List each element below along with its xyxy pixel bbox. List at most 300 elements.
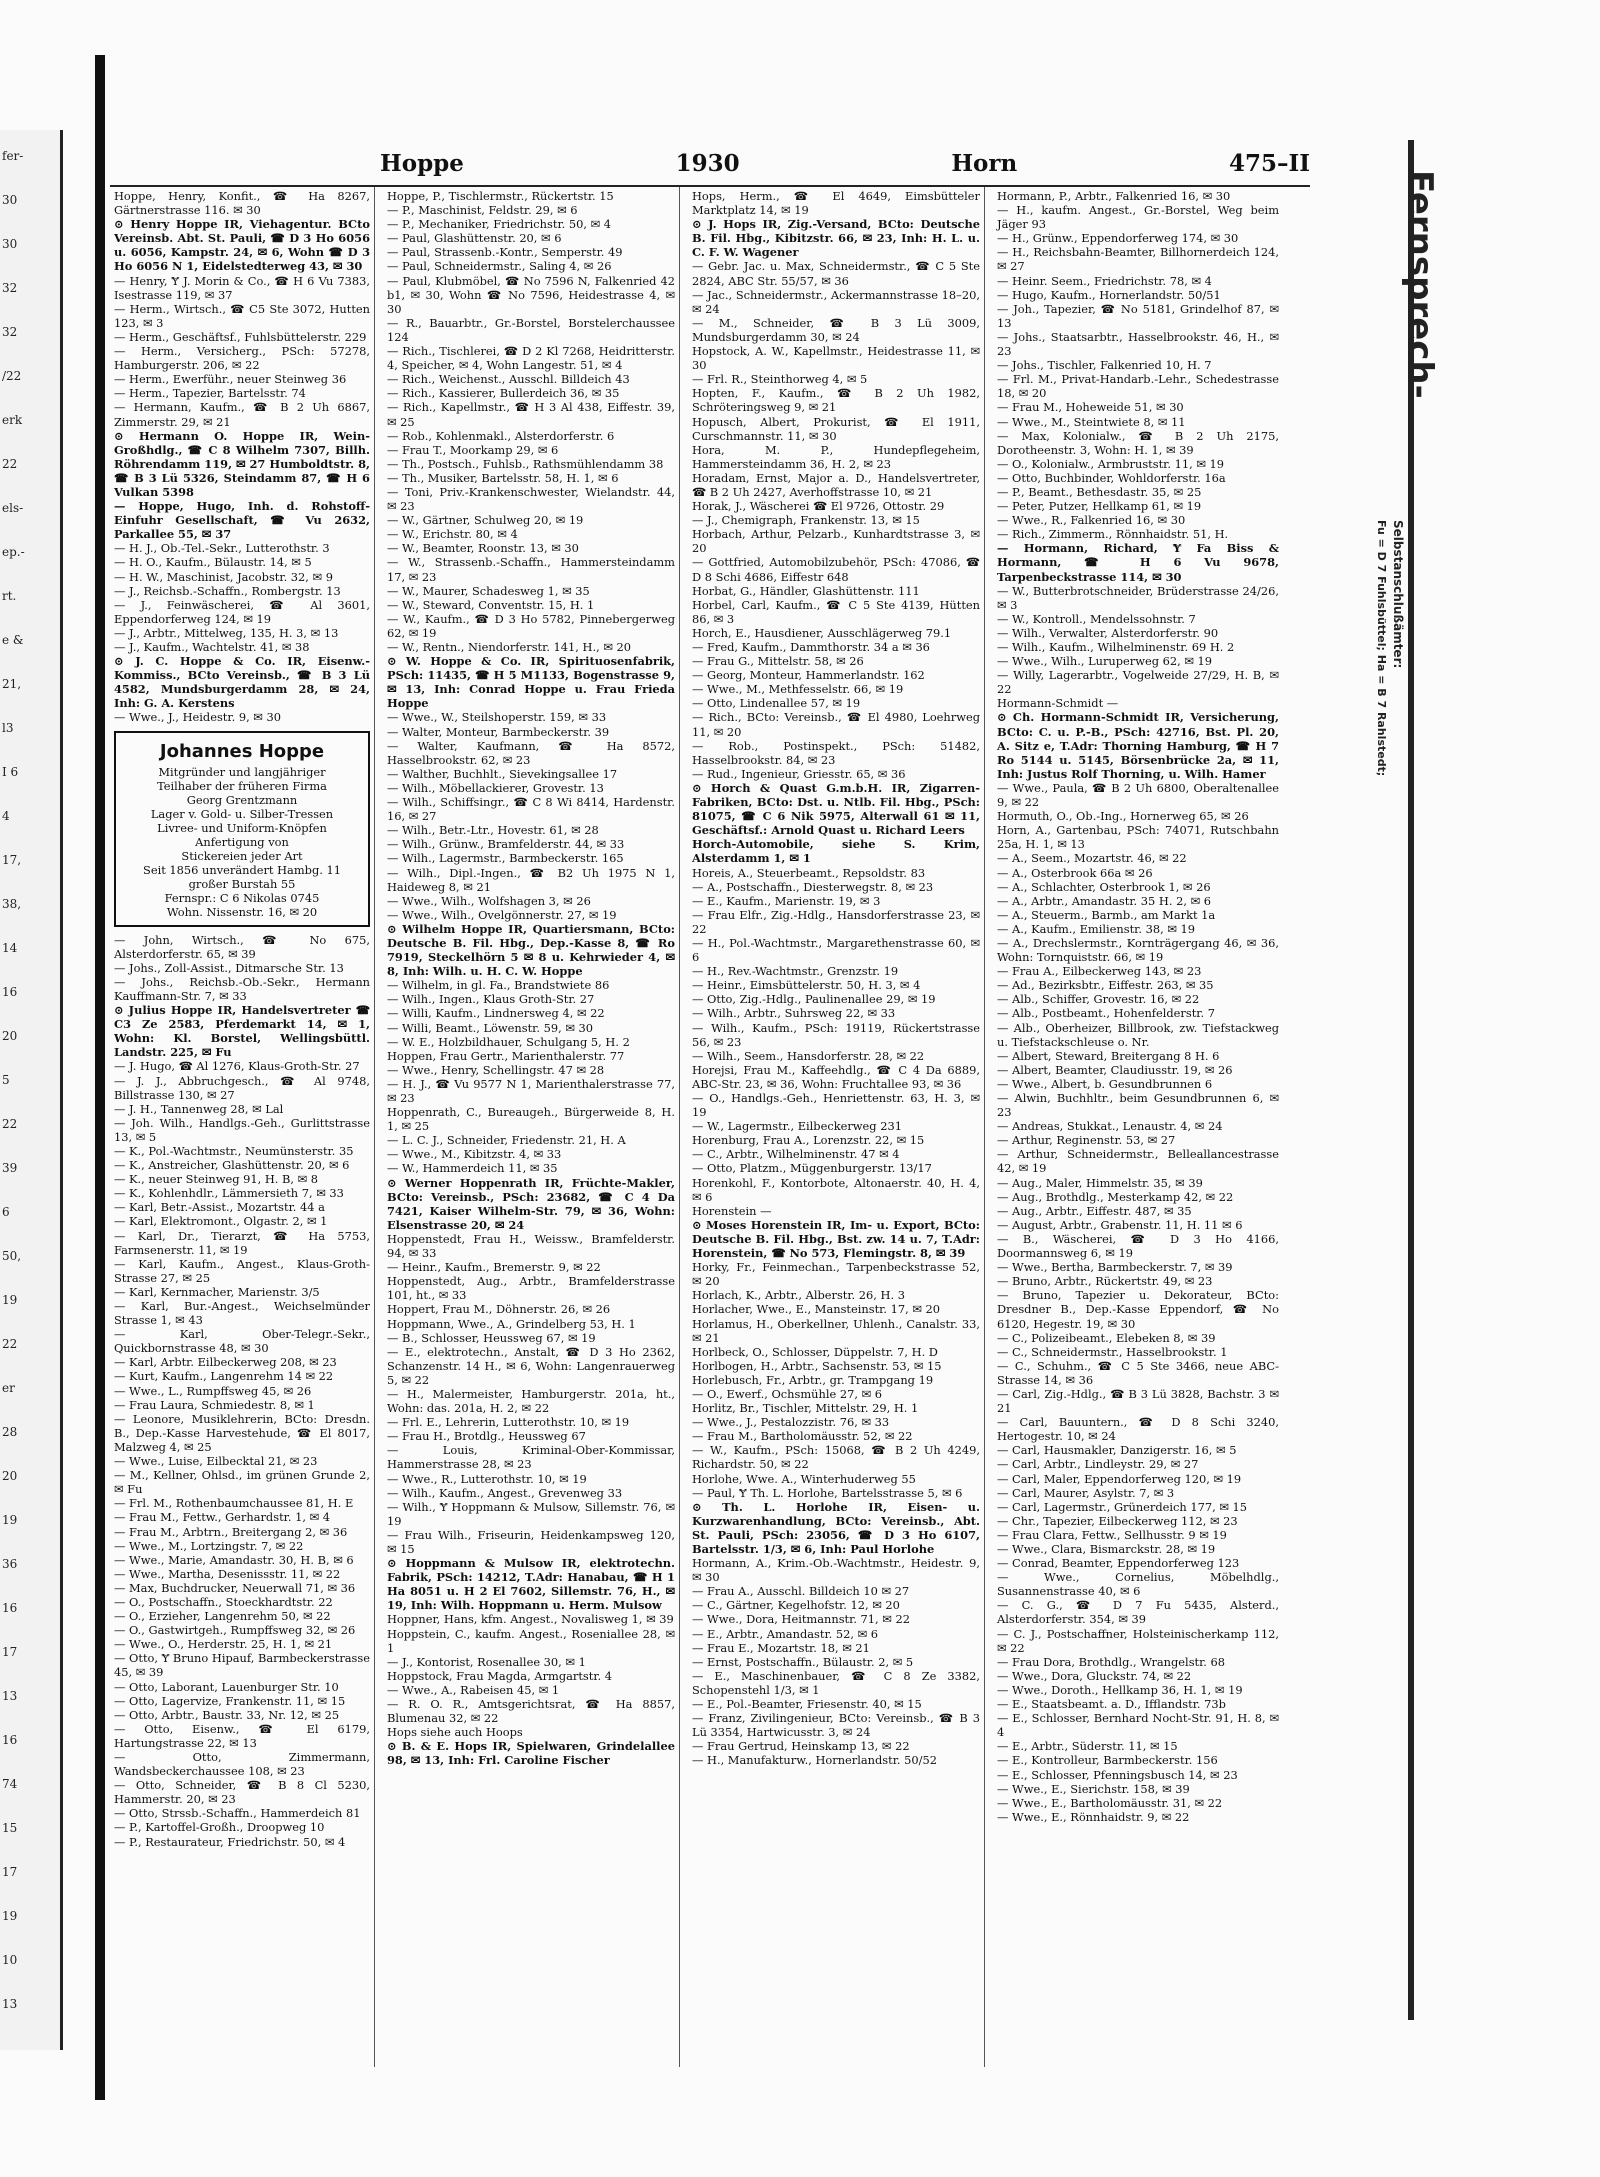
margin-fragment: l3 — [2, 721, 14, 735]
margin-fragment: 39 — [2, 1161, 18, 1175]
advertisement-line: großer Burstah 55 — [188, 876, 296, 891]
directory-entry: — Aug., Brothdlg., Mesterkamp 42, ✉ 22 — [997, 1189, 1234, 1204]
directory-entry: — Rob., Kohlenmakl., Alsterdorferstr. 6 — [387, 428, 615, 443]
margin-fragment: 32 — [2, 281, 18, 295]
directory-entry: — K., Anstreicher, Glashüttenstr. 20, ✉ 6 — [114, 1158, 350, 1173]
directory-entry: ⊙ Wilhelm Hoppe IR, Quartiersmann, BCto: Deutsche B. Fil. Hbg., Dep.-Kasse 8, ☎ Ro 7919, Steckelhörn 5 ✉ 8 u. Kehrwieder 4, ✉ 8, Inh: Wilh. u. H. C. W. Hoppe — [387, 921, 675, 979]
directory-entry: Hopten, F., Kaufm., ☎ B 2 Uh 1982, Schröteringsweg 9, ✉ 21 — [692, 386, 980, 415]
directory-entry: — E., Schlosser, Pfenningsbusch 14, ✉ 23 — [997, 1767, 1238, 1782]
directory-entry: — Wwe., Marie, Amandastr. 30, H. B, ✉ 6 — [114, 1552, 354, 1567]
directory-entry: — Aug., Maler, Himmelstr. 35, ✉ 39 — [997, 1175, 1203, 1190]
margin-fragment: I 6 — [2, 765, 19, 779]
directory-entry: — Herm., Tapezier, Bartelsstr. 74 — [114, 386, 306, 401]
directory-entry: Horlacher, Wwe., E., Mansteinstr. 17, ✉ 20 — [692, 1302, 940, 1317]
margin-fragment: 16 — [2, 1733, 18, 1747]
directory-entry: — Walter, Monteur, Barmbeckerstr. 39 — [387, 724, 610, 739]
directory-entry: — E., Kontrolleur, Barmbeckerstr. 156 — [997, 1753, 1218, 1768]
directory-entry: — W., Gärtner, Schulweg 20, ✉ 19 — [387, 513, 584, 528]
advertisement-line: Lager v. Gold- u. Silber-Tressen — [150, 806, 334, 821]
margin-fragment: 21, — [2, 677, 22, 691]
directory-entry: Hoppner, Hans, kfm. Angest., Novalisweg 1, ✉ 39 — [387, 1612, 674, 1627]
directory-entry: — Otto, Platzm., Müggenburgerstr. 13/17 — [692, 1161, 932, 1176]
directory-entry: — Rich., Tischlerei, ☎ D 2 Kl 7268, Heidritterstr. 4, Speicher, ✉ 4, Wohn Langestr. 51, ✉ 4 — [387, 344, 675, 373]
directory-entry: — K., Kohlenhdlr., Lämmersieth 7, ✉ 33 — [114, 1186, 344, 1201]
directory-entry: — Frau T., Moorkamp 29, ✉ 6 — [387, 442, 559, 457]
directory-entry: ⊙ Hermann O. Hoppe IR, Wein-Großhdlg., ☎ C 8 Wilhelm 7307, Billh. Röhrendamm 119, ✉ 27 Humboldtstr. 8, ☎ B 3 Lü 5326, Steindamm 87, ☎ H 6 Vulkan 5398 — [114, 428, 370, 499]
book-gutter — [95, 55, 105, 2100]
directory-entry: — W., Rentn., Niendorferstr. 141, H., ✉ 20 — [387, 640, 631, 654]
directory-entry: Horlach, K., Arbtr., Alberstr. 26, H. 3 — [692, 1288, 905, 1303]
directory-entry: Horadam, Ernst, Major a. D., Handelsvertreter, ☎ B 2 Uh 2427, Averhoffstrasse 10, ✉ 21 — [692, 470, 980, 499]
directory-entry: Hoppe, P., Tischlermstr., Rückertstr. 15 — [387, 189, 614, 203]
directory-entry: — Rich., Kassierer, Bullerdeich 36, ✉ 35 — [387, 386, 620, 401]
directory-entry: — Wilh., Verwalter, Alsterdorferstr. 90 — [997, 625, 1219, 640]
directory-entry: — E., Arbtr., Süderstr. 11, ✉ 15 — [997, 1739, 1178, 1754]
directory-entry: — H. J., ☎ Vu 9577 N 1, Marienthalerstrasse 77, ✉ 23 — [387, 1076, 675, 1105]
directory-entry: — Ad., Bezirksbtr., Eiffestr. 263, ✉ 35 — [997, 978, 1214, 993]
directory-entry: — W., Kontroll., Mendelssohnstr. 7 — [997, 611, 1196, 626]
directory-entry: — Karl, Ober-Telegr.-Sekr., Quickbornstrasse 48, ✉ 30 — [114, 1327, 370, 1356]
directory-entry: — Carl, Lagermstr., Grünerdeich 177, ✉ 15 — [997, 1499, 1248, 1514]
directory-entry: — Johs., Zoll-Assist., Ditmarsche Str. 13 — [114, 960, 344, 975]
directory-entry: — Heinr., Kaufm., Bremerstr. 9, ✉ 22 — [387, 1260, 601, 1275]
directory-entry: — Wwe., Albert, b. Gesundbrunnen 6 — [997, 1076, 1213, 1091]
directory-entry: — Peter, Putzer, Hellkamp 61, ✉ 19 — [997, 499, 1202, 514]
directory-entry: — W., Beamter, Roonstr. 13, ✉ 30 — [387, 541, 579, 556]
directory-entry: — Willi, Beamt., Löwenstr. 59, ✉ 30 — [387, 1020, 593, 1035]
directory-entry: Hoppmann, Wwe., A., Grindelberg 53, H. 1 — [387, 1316, 636, 1331]
directory-entry: — Wilh., Kaufm., Angest., Grevenweg 33 — [387, 1485, 623, 1500]
directory-entry: — Wwe., M., Steintwiete 8, ✉ 11 — [997, 414, 1186, 429]
directory-entry: — Wwe., W., Steilshoperstr. 159, ✉ 33 — [387, 710, 607, 725]
directory-entry: — Karl, Dr., Tierarzt, ☎ Ha 5753, Farmsenerstr. 11, ✉ 19 — [114, 1228, 370, 1257]
margin-fragment: 13 — [2, 1997, 18, 2011]
directory-entry: — Wwe., Wilh., Wolfshagen 3, ✉ 26 — [387, 893, 591, 908]
directory-entry: Hops siehe auch Hoops — [387, 1725, 523, 1740]
directory-entry: — J., Reichsb.-Schaffn., Rombergstr. 13 — [114, 583, 341, 598]
directory-entry: — Johs., Reichsb.-Ob.-Sekr., Hermann Kauffmann-Str. 7, ✉ 33 — [114, 974, 370, 1003]
directory-entry: — B., Schlosser, Heussweg 67, ✉ 19 — [387, 1330, 596, 1345]
directory-entry: — Frau A., Eilbeckerweg 143, ✉ 23 — [997, 964, 1202, 979]
margin-fragment: 15 — [2, 1821, 18, 1835]
directory-entry: — Walther, Buchhlt., Sievekingsallee 17 — [387, 766, 618, 781]
directory-entry: — Frl. M., Rothenbaumchaussee 81, H. E — [114, 1496, 354, 1511]
directory-entry: — E., Kaufm., Marienstr. 19, ✉ 3 — [692, 893, 881, 908]
directory-entry: — Karl, Bur.-Angest., Weichselmünder Strasse 1, ✉ 43 — [114, 1299, 370, 1328]
directory-entry: ⊙ Werner Hoppenrath IR, Früchte-Makler, BCto: Vereinsb., PSch: 23682, ☎ C 4 Da 7421, Kaiser Wilhelm-Str. 79, ✉ 36, Wohn: Elsenstrasse 20, ✉ 24 — [387, 1175, 675, 1232]
directory-entry: — Wwe., Henry, Schellingstr. 47 ✉ 28 — [387, 1062, 605, 1077]
directory-entry: Hops, Herm., ☎ El 4649, Eimsbütteler Marktplatz 14, ✉ 19 — [692, 189, 980, 218]
directory-entry: — Wwe., R., Falkenried 16, ✉ 30 — [997, 513, 1186, 528]
directory-entry: ⊙ Th. L. Horlohe IR, Eisen- u. Kurzwarenhandlung, BCto: Vereinsb., Abt. St. Pauli, PSch: 23056, ☎ D 3 Ho 6107, Bartelsstr. 1/3, ✉ 6, Inh: Paul Horlohe — [692, 1499, 980, 1556]
directory-entry: — J., Chemigraph, Frankenstr. 13, ✉ 15 — [692, 513, 920, 528]
directory-entry: — Frl. E., Lehrerin, Lutterothstr. 10, ✉ 19 — [387, 1415, 630, 1430]
margin-fragment: 17 — [2, 1645, 18, 1659]
advertisement-line: Fernspr.: C 6 Nikolas 0745 — [164, 890, 320, 905]
directory-entry: — Frau H., Brotdlg., Heussweg 67 — [387, 1429, 586, 1444]
advertisement-title: Johannes Hoppe — [159, 740, 325, 762]
directory-entry: Horeis, A., Steuerbeamt., Repsoldstr. 83 — [692, 865, 926, 880]
advertisement-line: Anfertigung von — [195, 834, 289, 849]
directory-entry: — Conrad, Beamter, Eppendorferweg 123 — [997, 1556, 1240, 1571]
directory-entry: — P., Beamt., Bethesdastr. 35, ✉ 25 — [997, 484, 1202, 499]
directory-entry: Hoppenstedt, Frau H., Weissw., Bramfelderstr. 94, ✉ 33 — [387, 1231, 675, 1261]
directory-entry: — O., Postschaffn., Stoeckhardtstr. 22 — [114, 1594, 333, 1609]
margin-fragment: 30 — [2, 237, 18, 251]
directory-entry: — Rich., Zimmerm., Rönnhaidstr. 51, H. — [997, 527, 1229, 542]
directory-entry: — H., Malermeister, Hamburgerstr. 201a, ht., Wohn: das. 201a, H. 2, ✉ 22 — [387, 1386, 675, 1416]
directory-entry: Horlbogen, H., Arbtr., Sachsenstr. 53, ✉ 15 — [692, 1358, 942, 1373]
margin-fragment: erk — [2, 413, 23, 427]
directory-entry: — Frau M., Hoheweide 51, ✉ 30 — [997, 400, 1184, 415]
directory-entry: — Frau Elfr., Zig.-Hdlg., Hansdorferstrasse 23, ✉ 22 — [692, 907, 980, 936]
margin-fragment: e & — [2, 633, 24, 647]
directory-entry: ⊙ W. Hoppe & Co. IR, Spirituosenfabrik, PSch: 11435, ☎ H 5 M1133, Bogenstrasse 9, ✉ 13, Inh: Conrad Hoppe u. Frau Frieda Hoppe — [387, 654, 675, 711]
directory-entry: — Rud., Ingenieur, Griesstr. 65, ✉ 36 — [692, 766, 906, 781]
margin-fragment: 4 — [2, 809, 10, 823]
margin-fragment: 19 — [2, 1513, 18, 1527]
directory-entry: — Wwe., Martha, Desenissstr. 11, ✉ 22 — [114, 1566, 341, 1581]
directory-entry: — W., Strassenb.-Schaffn., Hammersteindamm 17, ✉ 23 — [387, 555, 675, 584]
directory-entry: — J., Arbtr., Mittelweg, 135, H. 3, ✉ 13 — [114, 625, 339, 640]
directory-entry: — Fred, Kaufm., Dammthorstr. 34 a ✉ 36 — [692, 640, 930, 654]
directory-entry: — E., Arbtr., Amandastr. 52, ✉ 6 — [692, 1626, 879, 1641]
directory-entry: Horbach, Arthur, Pelzarb., Kunhardtstrasse 3, ✉ 20 — [692, 527, 980, 556]
directory-entry: — Max, Buchdrucker, Neuerwall 71, ✉ 36 — [114, 1580, 356, 1595]
margin-fragment: 22 — [2, 1117, 18, 1131]
directory-entry: — Leonore, Musiklehrerin, BCto: Dresdn. B., Dep.-Kasse Harvestehude, ☎ El 8017, Malzweg 4, ✉ 25 — [114, 1411, 370, 1454]
advertisement-line: Wohn. Nissenstr. 16, ✉ 20 — [166, 904, 318, 919]
advertisement-line: Seit 1856 unverändert Hambg. 11 — [143, 862, 341, 877]
side-title: Fernsprech- — [1400, 170, 1440, 399]
directory-entry: — Louis, Kriminal-Ober-Kommissar, Hammerstrasse 28, ✉ 23 — [387, 1443, 675, 1472]
margin-fragment: 6 — [2, 1205, 10, 1219]
directory-entry: — Karl, Arbtr. Eilbeckerweg 208, ✉ 23 — [114, 1355, 337, 1370]
directory-entry: — Frl. M., Privat-Handarb.-Lehr., Schedestrasse 18, ✉ 20 — [997, 372, 1279, 401]
directory-entry: — J., Kaufm., Wachtelstr. 41, ✉ 38 — [114, 640, 310, 654]
margin-fragment: /22 — [2, 369, 22, 383]
directory-entry: ⊙ J. C. Hoppe & Co. IR, Eisenw.-Kommiss., BCto Vereinsb., ☎ B 3 Lü 4582, Mundsburgerdamm 28, ✉ 24, Inh: G. A. Kerstens — [114, 654, 370, 711]
margin-fragment: 20 — [2, 1469, 18, 1483]
directory-entry: — Herm., Wirtsch., ☎ C5 Ste 3072, Hutten 123, ✉ 3 — [114, 301, 370, 330]
margin-fragment: 22 — [2, 457, 18, 471]
directory-entry: — Wwe., A., Rabeisen 45, ✉ 1 — [387, 1682, 560, 1697]
directory-entry: — Hugo, Kaufm., Hornerlandstr. 50/51 — [997, 287, 1221, 302]
directory-entry: — Wilh., Möbellackierer, Grovestr. 13 — [387, 780, 604, 795]
directory-entry: — W., Erichstr. 80, ✉ 4 — [387, 527, 518, 542]
directory-entry: — O., Ewerf., Ochsmühle 27, ✉ 6 — [692, 1386, 882, 1401]
advertisement-box — [114, 731, 370, 927]
directory-entry: — Wwe., M., Kibitzstr. 4, ✉ 33 — [387, 1147, 562, 1162]
margin-fragment: 32 — [2, 325, 18, 339]
directory-entry: — Wilh., Ɏ Hoppmann & Mulsow, Sillemstr. 76, ✉ 19 — [387, 1499, 675, 1528]
directory-entry: — Wwe., E., Bartholomäusstr. 31, ✉ 22 — [997, 1795, 1223, 1810]
directory-entry: — Alb., Postbeamt., Hohenfelderstr. 7 — [997, 1006, 1215, 1021]
directory-entry: — C. G., ☎ D 7 Fu 5435, Alsterd., Alsterdorferstr. 354, ✉ 39 — [997, 1598, 1279, 1627]
directory-entry: Horlitz, Br., Tischler, Mittelstr. 29, H. 1 — [692, 1401, 919, 1416]
directory-entry: Hoppenstedt, Aug., Arbtr., Bramfelderstrasse 101, ht., ✉ 33 — [387, 1274, 675, 1303]
directory-entry: — Otto, Zimmermann, Wandsbeckerchaussee 108, ✉ 23 — [114, 1750, 370, 1779]
directory-entry: — Karl, Betr.-Assist., Mozartstr. 44 a — [114, 1200, 325, 1215]
directory-entry: Hormann, P., Arbtr., Falkenried 16, ✉ 30 — [997, 189, 1231, 203]
directory-entry: — Frau M., Fettw., Gerhardstr. 1, ✉ 4 — [114, 1510, 330, 1525]
directory-entry: — K., Pol.-Wachtmstr., Neumünsterstr. 35 — [114, 1143, 354, 1158]
directory-entry: — Carl, Maler, Eppendorferweg 120, ✉ 19 — [997, 1471, 1242, 1486]
directory-entry: — Paul, Strassenb.-Kontr., Semperstr. 49 — [387, 245, 623, 260]
directory-entry: — Albert, Steward, Breitergang 8 H. 6 — [997, 1048, 1220, 1063]
directory-entry: — Jac., Schneidermstr., Ackermannstrasse 18–20, ✉ 24 — [692, 287, 980, 316]
directory-entry: — J. Hugo, ☎ Al 1276, Klaus-Groth-Str. 27 — [114, 1059, 360, 1074]
directory-entry: — Gottfried, Automobilzubehör, PSch: 47086, ☎ D 8 Schi 4686, Eiffestr 648 — [692, 555, 980, 584]
directory-entry: Horbat, G., Händler, Glashüttenstr. 111 — [692, 583, 920, 598]
margin-fragment: er — [2, 1381, 15, 1395]
directory-columns — [110, 185, 1310, 2067]
directory-entry: — Wwe., Bertha, Barmbeckerstr. 7, ✉ 39 — [997, 1260, 1233, 1275]
directory-entry: Hoppstock, Frau Magda, Armgartstr. 4 — [387, 1668, 613, 1683]
directory-entry: — Frau Laura, Schmiedestr. 8, ✉ 1 — [114, 1397, 315, 1412]
directory-entry: — Frau Gertrud, Heinskamp 13, ✉ 22 — [692, 1739, 910, 1754]
directory-entry: — A., Postschaffn., Diesterwegstr. 8, ✉ 23 — [692, 879, 934, 894]
directory-entry: — Otto, Lindenallee 57, ✉ 19 — [692, 696, 861, 711]
directory-entry: — K., neuer Steinweg 91, H. B, ✉ 8 — [114, 1172, 319, 1187]
directory-entry: — Frau A., Ausschl. Billdeich 10 ✉ 27 — [692, 1584, 910, 1599]
directory-entry: ⊙ Hoppmann & Mulsow IR, elektrotechn. Fabrik, PSch: 14212, T.Adr: Hanabau, ☎ H 1 Ha 8051 u. H 2 El 7602, Sillemstr. 76, H., ✉ 19, Inh: Wilh. Hoppmann u. Herm. Mulsow — [387, 1556, 675, 1613]
margin-fragment: 5 — [2, 1073, 10, 1087]
directory-entry: — Herm., Geschäftsf., Fuhlsbüttelerstr. 229 — [114, 329, 367, 344]
directory-entry: — A., Kaufm., Emilienstr. 38, ✉ 19 — [997, 921, 1195, 936]
directory-entry: — Paul, Ɏ Th. L. Horlohe, Bartelsstrasse 5, ✉ 6 — [692, 1485, 963, 1500]
margin-fragment: rt. — [2, 589, 17, 603]
directory-entry: — Otto, Laborant, Lauenburger Str. 10 — [114, 1679, 339, 1694]
directory-entry: — Wilhelm, in gl. Fa., Brandstwiete 86 — [387, 978, 610, 993]
directory-entry: — Albert, Beamter, Claudiusstr. 19, ✉ 26 — [997, 1062, 1233, 1077]
margin-fragment: 10 — [2, 1953, 18, 1967]
directory-entry: — J. J., Abbruchgesch., ☎ Al 9748, Billstrasse 130, ✉ 27 — [114, 1073, 370, 1102]
directory-entry: — P., Restaurateur, Friedrichstr. 50, ✉ 4 — [114, 1834, 346, 1849]
directory-entry: — Frau M., Bartholomäusstr. 52, ✉ 22 — [692, 1429, 913, 1444]
directory-entry: — Wwe., Clara, Bismarckstr. 28, ✉ 19 — [997, 1542, 1216, 1556]
directory-entry: — Otto, Zig.-Hdlg., Paulinenallee 29, ✉ 19 — [692, 992, 936, 1007]
column-1 — [110, 187, 375, 2067]
directory-entry: Horenstein — — [692, 1203, 772, 1218]
directory-entry: Hoppert, Frau M., Döhnerstr. 26, ✉ 26 — [387, 1302, 611, 1317]
directory-entry: — Wilh., Lagermstr., Barmbeckerstr. 165 — [387, 851, 624, 866]
directory-entry: — Frl. R., Steinthorweg 4, ✉ 5 — [692, 372, 868, 387]
directory-entry: — C., Arbtr., Wilhelminenstr. 47 ✉ 4 — [692, 1147, 900, 1162]
directory-entry: — Alwin, Buchhltr., beim Gesundbrunnen 6, ✉ 23 — [997, 1091, 1279, 1120]
directory-entry: — Rob., Postinspekt., PSch: 51482, Hasselbrookstr. 84, ✉ 23 — [692, 738, 980, 767]
directory-entry: — Otto, Arbtr., Baustr. 33, Nr. 12, ✉ 25 — [114, 1707, 340, 1722]
margin-fragment: 28 — [2, 1425, 18, 1439]
header-year: 1930 — [675, 150, 740, 177]
margin-fragment: 19 — [2, 1909, 18, 1923]
directory-entry: — Henry, Ɏ J. Morin & Co., ☎ H 6 Vu 7383, Isestrasse 119, ✉ 37 — [114, 273, 370, 302]
directory-entry: — Otto, Schneider, ☎ B 8 Cl 5230, Hammerstr. 20, ✉ 23 — [114, 1778, 370, 1807]
directory-entry: — Otto, Ɏ Bruno Hipauf, Barmbeckerstrasse 45, ✉ 39 — [114, 1651, 370, 1680]
directory-entry: — A., Arbtr., Amandastr. 35 H. 2, ✉ 6 — [997, 893, 1211, 908]
directory-entry: — Th., Musiker, Bartelsstr. 58, H. 1, ✉ 6 — [387, 470, 619, 485]
directory-entry: — Frau M., Arbtrn., Breitergang 2, ✉ 36 — [114, 1524, 348, 1539]
directory-entry: — Wwe., Luise, Eilbecktal 21, ✉ 23 — [114, 1454, 318, 1469]
directory-entry: Hormann, A., Krim.-Ob.-Wachtmstr., Heidestr. 9, ✉ 30 — [692, 1556, 980, 1585]
directory-entry: Hoppe, Henry, Konfit., ☎ Ha 8267, Gärtnerstrasse 116. ✉ 30 — [114, 189, 370, 218]
directory-entry: — John, Wirtsch., ☎ No 675, Alsterdorferstr. 65, ✉ 39 — [114, 932, 370, 961]
directory-entry: Horlamus, H., Oberkellner, Uhlenh., Canalstr. 33, ✉ 21 — [692, 1316, 980, 1345]
side-exchange-heading: Selbstanschlußämter: — [1391, 520, 1405, 669]
directory-entry: — Wilh., Dipl.-Ingen., ☎ B2 Uh 1975 N 1, Haideweg 8, ✉ 21 — [387, 865, 675, 894]
directory-entry: — Wwe., J., Pestalozzistr. 76, ✉ 33 — [692, 1415, 890, 1430]
directory-entry: Hormuth, O., Ob.-Ing., Hornerweg 65, ✉ 26 — [997, 809, 1249, 824]
directory-entry: Hoppstein, C., kaufm. Angest., Roseniallee 28, ✉ 1 — [387, 1626, 675, 1655]
directory-entry: — Otto, Buchbinder, Wohldorferstr. 16a — [997, 470, 1226, 485]
directory-entry: — B., Wäscherei, ☎ D 3 Ho 4166, Doormannsweg 6, ✉ 19 — [997, 1231, 1279, 1261]
directory-entry: — Carl, Hausmakler, Danzigerstr. 16, ✉ 5 — [997, 1443, 1237, 1458]
advertisement-line: Mitgründer und langjähriger — [158, 764, 326, 779]
directory-entry: — E., Staatsbeamt. a. D., Ifflandstr. 73b — [997, 1697, 1226, 1712]
directory-entry: — A., Steuerm., Barmb., am Markt 1a — [997, 907, 1216, 922]
margin-fragment: 17, — [2, 853, 22, 867]
directory-entry: Horch-Automobile, siehe S. Krim, Alsterdamm 1, ✉ 1 — [692, 837, 980, 866]
directory-entry: — Frau G., Mittelstr. 58, ✉ 26 — [692, 654, 864, 669]
directory-entry: — Paul, Klubmöbel, ☎ No 7596 N, Falkenried 42 b1, ✉ 30, Wohn ☎ No 7596, Heidestrasse 4, ✉ 30 — [387, 273, 675, 316]
directory-entry: — C., Schneidermstr., Hasselbrookstr. 1 — [997, 1344, 1228, 1359]
directory-entry: — Wwe., Paula, ☎ B 2 Uh 6800, Oberaltenallee 9, ✉ 22 — [997, 780, 1279, 810]
directory-entry: — C., Schuhm., ☎ C 5 Ste 3466, neue ABC-Strasse 14, ✉ 36 — [997, 1358, 1279, 1387]
directory-entry: — Wwe., Wilh., Luruperweg 62, ✉ 19 — [997, 654, 1213, 669]
directory-entry: — Wilh., Kaufm., Wilhelminenstr. 69 H. 2 — [997, 640, 1235, 654]
directory-entry: — Wwe., Dora, Heitmannstr. 71, ✉ 22 — [692, 1612, 910, 1627]
directory-entry: — Rich., Weichenst., Ausschl. Billdeich 43 — [387, 372, 630, 387]
directory-entry: — Joh., Tapezier, ☎ No 5181, Grindelhof 87, ✉ 13 — [997, 301, 1279, 330]
directory-entry: — Wwe., L., Rumpffsweg 45, ✉ 26 — [114, 1383, 312, 1398]
directory-entry: — Frau Wilh., Friseurin, Heidenkampsweg 120, ✉ 15 — [387, 1527, 675, 1556]
column-4 — [993, 187, 1283, 2067]
directory-entry: — Gebr. Jac. u. Max, Schneidermstr., ☎ C 5 Ste 2824, ABC Str. 55/57, ✉ 36 — [692, 259, 980, 288]
advertisement-line: Georg Grentzmann — [186, 792, 298, 807]
margin-fragment: 74 — [2, 1777, 18, 1791]
margin-fragment: 20 — [2, 1029, 18, 1043]
directory-entry: — Georg, Monteur, Hammerlandstr. 162 — [692, 668, 925, 683]
directory-entry: — Toni, Priv.-Krankenschwester, Wielandstr. 44, ✉ 23 — [387, 484, 675, 514]
side-exchange-codes: Fu = D 7 Fuhlsbüttel; Ha = B 7 Rahlstedt; — [1375, 520, 1388, 777]
directory-entry: — W., Kaufm., ☎ D 3 Ho 5782, Pinnebergerweg 62, ✉ 19 — [387, 611, 675, 640]
directory-entry: — Andreas, Stukkat., Lenaustr. 4, ✉ 24 — [997, 1119, 1223, 1134]
directory-entry: ⊙ J. Hops IR, Zig.-Versand, BCto: Deutsche B. Fil. Hbg., Kibitzstr. 66, ✉ 23, Inh: H. L. u. C. F. W. Wagener — [692, 217, 980, 260]
directory-entry: — Paul, Schneidermstr., Saling 4, ✉ 26 — [387, 259, 612, 274]
directory-entry: — H., Grünw., Eppendorferweg 174, ✉ 30 — [997, 231, 1239, 246]
directory-entry: Horenburg, Frau A., Lorenzstr. 22, ✉ 15 — [692, 1133, 925, 1148]
advertisement-line: Livree- und Uniform-Knöpfen — [157, 820, 327, 835]
directory-entry: — Wilh., Arbtr., Suhrsweg 22, ✉ 33 — [692, 1006, 896, 1021]
directory-entry: — Th., Postsch., Fuhlsb., Rathsmühlendamm 38 — [387, 456, 664, 471]
margin-fragment: ep.- — [2, 545, 25, 559]
advertisement-line: Stickereien jeder Art — [181, 848, 303, 863]
directory-entry: — C., Gärtner, Kegelhofstr. 12, ✉ 20 — [692, 1598, 900, 1613]
directory-entry: — E., Maschinenbauer, ☎ C 8 Ze 3382, Schopenstehl 1/3, ✉ 1 — [692, 1668, 980, 1697]
directory-entry: — Wilh., Betr.-Ltr., Hovestr. 61, ✉ 28 — [387, 823, 599, 838]
directory-entry: Horejsi, Frau M., Kaffeehdlg., ☎ C 4 Da 6889, ABC-Str. 23, ✉ 36, Wohn: Fruchtallee 93, ✉ 36 — [692, 1062, 980, 1091]
margin-fragment: fer- — [2, 149, 24, 163]
directory-entry: — Max, Kolonialw., ☎ B 2 Uh 2175, Dorotheenstr. 3, Wohn: H. 1, ✉ 39 — [997, 428, 1279, 457]
directory-entry: — Wilh., Kaufm., PSch: 19119, Rückertstrasse 56, ✉ 23 — [692, 1020, 980, 1049]
directory-entry: — Carl, Arbtr., Lindleystr. 29, ✉ 27 — [997, 1457, 1199, 1472]
directory-entry: — H., Reichsbahn-Beamter, Billhornerdeich 124, ✉ 27 — [997, 245, 1279, 274]
directory-entry: Horenkohl, F., Kontorbote, Altonaerstr. 40, H. 4, ✉ 6 — [692, 1175, 980, 1204]
directory-entry: — W., Hammerdeich 11, ✉ 35 — [387, 1161, 558, 1176]
directory-entry: — Wwe., O., Herderstr. 25, H. 1, ✉ 21 — [114, 1637, 333, 1652]
directory-entry: — H., Rev.-Wachtmstr., Grenzstr. 19 — [692, 964, 899, 979]
directory-entry: ⊙ Henry Hoppe IR, Viehagentur. BCto Vereinsb. Abt. St. Pauli, ☎ D 3 Ho 6056 u. 6056, Kampstr. 24, ✉ 6, Wohn ☎ D 3 Ho 6056 N 1, Eidelstedterweg 43, ✉ 30 — [114, 217, 370, 274]
directory-entry: — E., Schlosser, Bernhard Nocht-Str. 91, H. 8, ✉ 4 — [997, 1711, 1279, 1740]
directory-entry: — W., Maurer, Schadesweg 1, ✉ 35 — [387, 583, 590, 598]
directory-entry: — Johs., Staatsarbtr., Hasselbrookstr. 46, H., ✉ 23 — [997, 329, 1279, 359]
directory-entry: — Wwe., Wilh., Ovelgönnerstr. 27, ✉ 19 — [387, 907, 617, 922]
directory-entry: — Wilh., Seem., Hansdorferstr. 28, ✉ 22 — [692, 1048, 925, 1063]
directory-entry: — Ernst, Postschaffn., Bülaustr. 2, ✉ 5 — [692, 1654, 914, 1669]
directory-entry: — Wwe., M., Lortzingstr. 7, ✉ 22 — [114, 1538, 304, 1553]
column-2 — [383, 187, 680, 2067]
directory-entry: Horbel, Carl, Kaufm., ☎ C 5 Ste 4139, Hütten 86, ✉ 3 — [692, 597, 980, 626]
directory-entry: — Bruno, Tapezier u. Dekorateur, BCto: Dresdner B., Dep.-Kasse Eppendorf, ☎ No 6120, Hegestr. 19, ✉ 30 — [997, 1288, 1279, 1331]
directory-entry: — C., Polizeibeamt., Elebeken 8, ✉ 39 — [997, 1330, 1216, 1345]
directory-entry: — Wwe., M., Methfesselstr. 66, ✉ 19 — [692, 682, 904, 697]
margin-fragment: 16 — [2, 1601, 18, 1615]
directory-entry: — C. J., Postschaffner, Holsteinischerkamp 112, ✉ 22 — [997, 1626, 1279, 1655]
directory-entry: — P., Mechaniker, Friedrichstr. 50, ✉ 4 — [387, 217, 612, 232]
directory-entry: Hora, M. P., Hundepflegeheim, Hammersteindamm 36, H. 2, ✉ 23 — [692, 442, 980, 471]
directory-entry: — Bruno, Arbtr., Rückertstr. 49, ✉ 23 — [997, 1274, 1213, 1289]
directory-entry: — H. J., Ob.-Tel.-Sekr., Lutterothstr. 3 — [114, 541, 330, 556]
directory-entry: — Johs., Tischler, Falkenried 10, H. 7 — [997, 358, 1212, 373]
directory-entry: — P., Maschinist, Feldstr. 29, ✉ 6 — [387, 203, 578, 218]
directory-entry: — Heinr., Eimsbüttelerstr. 50, H. 3, ✉ 4 — [692, 978, 921, 993]
directory-entry: ⊙ Ch. Hormann-Schmidt IR, Versicherung, BCto: C. u. P.-B., PSch: 42716, Bst. Pl. 20, A. Sitz e, T.Adr: Thorning Hamburg, ☎ H 7 Ro 5144 u. 5145, Börsenbrücke 2a, ✉ 11, Inh: Justus Rolf Thorning, u. Wilh. Hamer — [997, 710, 1279, 781]
directory-entry: — Otto, Eisenw., ☎ El 6179, Hartungstrasse 22, ✉ 13 — [114, 1721, 370, 1750]
directory-entry: — W., Lagermstr., Eilbeckerweg 231 — [692, 1119, 902, 1134]
directory-entry: — Hermann, Kaufm., ☎ B 2 Uh 6867, Zimmerstr. 29, ✉ 21 — [114, 400, 370, 429]
directory-entry: ⊙ B. & E. Hops IR, Spielwaren, Grindelallee 98, ✉ 13, Inh: Frl. Caroline Fischer — [387, 1739, 675, 1768]
advertisement-line: Teilhaber der früheren Firma — [157, 778, 327, 793]
right-edge-bar — [1408, 140, 1414, 2020]
margin-fragment: 17 — [2, 1865, 18, 1879]
directory-entry: — W. E., Holzbildhauer, Schulgang 5, H. 2 — [387, 1034, 630, 1049]
directory-entry: Horn, A., Gartenbau, PSch: 74071, Rutschbahn 25a, H. 1, ✉ 13 — [997, 823, 1279, 852]
directory-entry: — Wwe., R., Lutterothstr. 10, ✉ 19 — [387, 1471, 587, 1486]
directory-entry: — H. W., Maschinist, Jacobstr. 32, ✉ 9 — [114, 569, 333, 584]
directory-entry: — Alb., Oberheizer, Billbrook, zw. Tiefstackweg u. Tiefstackschleuse o. Nr. — [997, 1020, 1279, 1049]
directory-entry: ⊙ Horch & Quast G.m.b.H. IR, Zigarren-Fabriken, BCto: Dst. u. Ntlb. Fil. Hbg., PSch: 81075, ☎ C 6 Nik 5975, Alterwall 61 ✉ 11, Geschäftsf.: Arnold Quast u. Richard Leers — [692, 780, 980, 838]
margin-fragment: els- — [2, 501, 24, 515]
directory-page — [110, 135, 1410, 2065]
directory-entry: — Carl, Maurer, Asylstr. 7, ✉ 3 — [997, 1485, 1175, 1500]
directory-entry: — O., Kolonialw., Armbruststr. 11, ✉ 19 — [997, 456, 1224, 471]
directory-entry: — Otto, Lagervize, Frankenstr. 11, ✉ 15 — [114, 1693, 346, 1708]
directory-entry: — Carl, Zig.-Hdlg., ☎ B 3 Lü 3828, Bachstr. 3 ✉ 21 — [997, 1386, 1279, 1416]
directory-entry: Hoppen, Frau Gertr., Marienthalerstr. 77 — [387, 1048, 625, 1063]
directory-entry: — A., Osterbrook 66a ✉ 26 — [997, 865, 1153, 880]
directory-entry: — R., Bauarbtr., Gr.-Borstel, Borstelerchaussee 124 — [387, 315, 675, 344]
directory-entry: — Chr., Tapezier, Eilbeckerweg 112, ✉ 23 — [997, 1513, 1238, 1528]
directory-entry: — A., Seem., Mozartstr. 46, ✉ 22 — [997, 851, 1187, 866]
directory-entry: — Karl, Kaufm., Angest., Klaus-Groth-Strasse 27, ✉ 25 — [114, 1256, 370, 1285]
directory-entry: — A., Schlachter, Osterbrook 1, ✉ 26 — [997, 879, 1211, 894]
column-3 — [688, 187, 985, 2067]
directory-entry: Horlohe, Wwe. A., Winterhuderweg 55 — [692, 1471, 916, 1486]
directory-entry: — Carl, Bauuntern., ☎ D 8 Schi 3240, Hertogestr. 10, ✉ 24 — [997, 1415, 1279, 1444]
directory-entry: — O., Erzieher, Langenrehm 50, ✉ 22 — [114, 1609, 331, 1624]
adjacent-page-fragment — [0, 130, 63, 2050]
directory-entry: — Herm., Versicherg., PSch: 57278, Hamburgerstr. 206, ✉ 22 — [114, 344, 370, 373]
